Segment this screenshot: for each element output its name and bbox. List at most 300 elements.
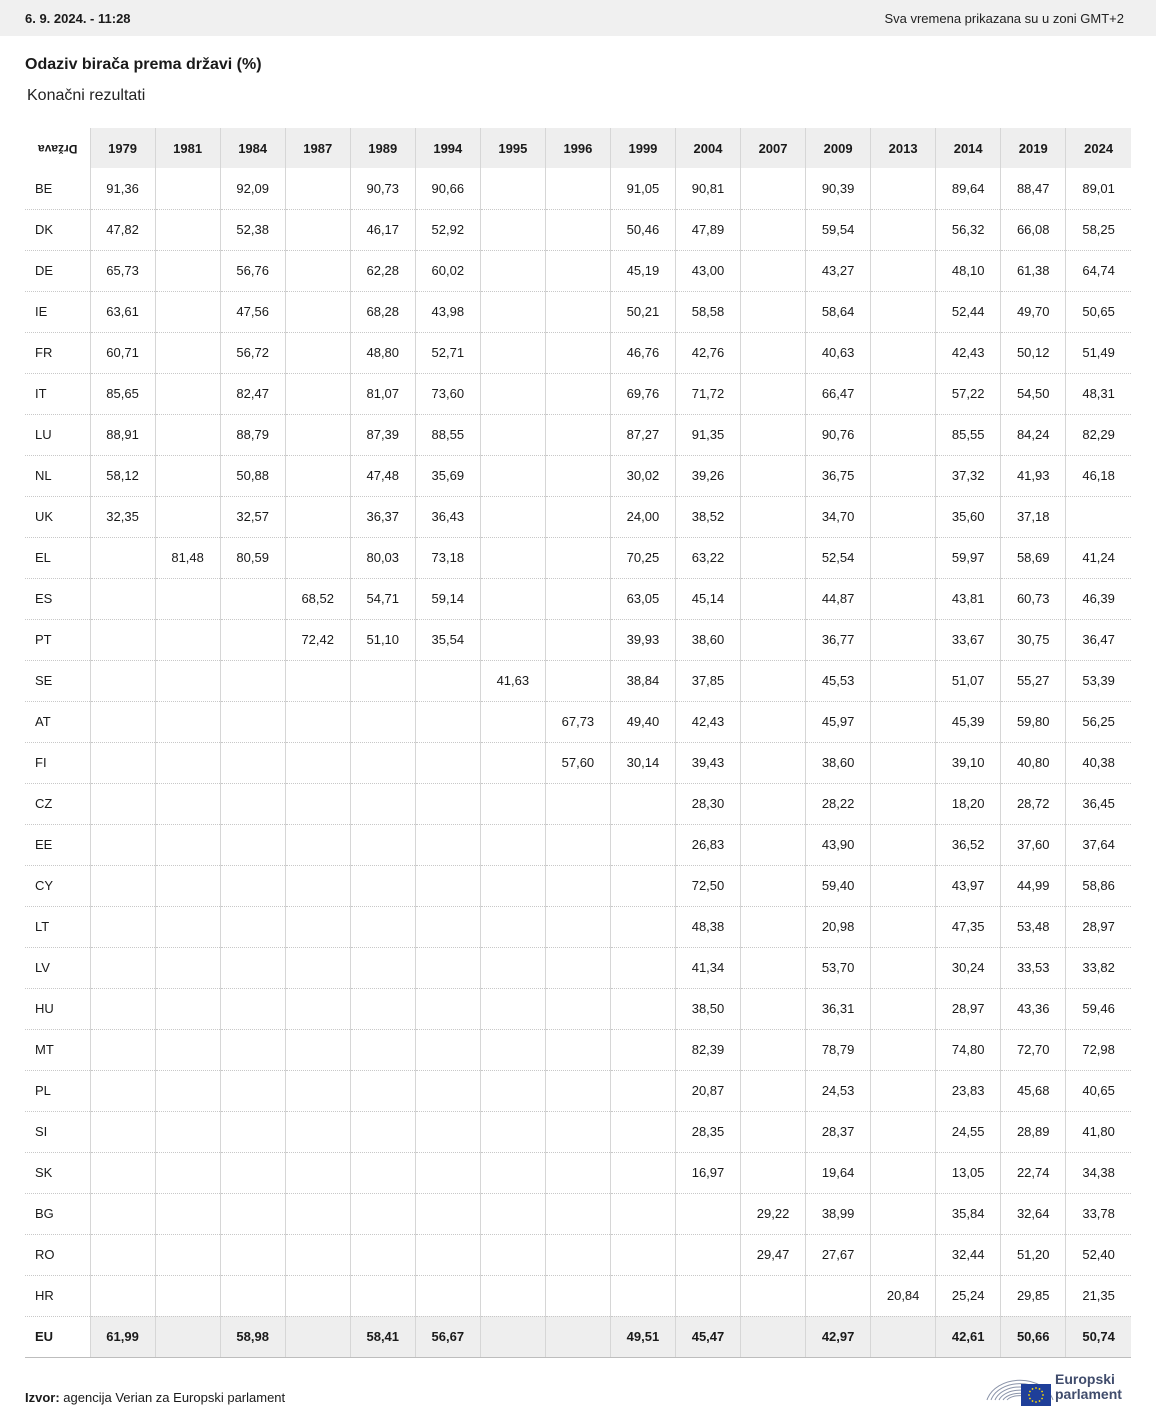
turnout-cell <box>610 1234 675 1275</box>
turnout-cell <box>155 373 220 414</box>
turnout-cell <box>90 619 155 660</box>
turnout-cell: 52,71 <box>415 332 480 373</box>
turnout-cell <box>480 209 545 250</box>
turnout-cell <box>155 1111 220 1152</box>
turnout-cell: 30,75 <box>1001 619 1066 660</box>
turnout-cell: 59,46 <box>1066 988 1131 1029</box>
turnout-cell: 89,64 <box>936 168 1001 209</box>
turnout-cell: 52,38 <box>220 209 285 250</box>
table-row-ee <box>25 824 1131 865</box>
turnout-cell: 78,79 <box>806 1029 871 1070</box>
turnout-cell <box>155 1152 220 1193</box>
turnout-cell <box>350 988 415 1029</box>
turnout-cell <box>545 291 610 332</box>
flag-star <box>1041 1391 1043 1393</box>
turnout-cell: 68,28 <box>350 291 415 332</box>
turnout-cell: 43,98 <box>415 291 480 332</box>
turnout-cell <box>90 947 155 988</box>
turnout-cell <box>350 865 415 906</box>
turnout-cell <box>1066 496 1131 537</box>
turnout-cell <box>155 1275 220 1316</box>
turnout-cell: 54,50 <box>1001 373 1066 414</box>
turnout-cell: 32,64 <box>1001 1193 1066 1234</box>
turnout-cell <box>741 332 806 373</box>
turnout-cell <box>871 783 936 824</box>
turnout-cell <box>415 1193 480 1234</box>
turnout-cell <box>155 578 220 619</box>
turnout-cell <box>155 1193 220 1234</box>
table-header-row <box>25 128 1131 168</box>
timezone-note: Sva vremena prikazana su u zoni GMT+2 <box>884 10 1124 26</box>
turnout-cell: 58,58 <box>675 291 740 332</box>
turnout-cell: 90,39 <box>806 168 871 209</box>
turnout-cell <box>90 660 155 701</box>
turnout-cell: 49,51 <box>610 1316 675 1357</box>
turnout-cell <box>545 496 610 537</box>
turnout-cell: 71,72 <box>675 373 740 414</box>
turnout-cell <box>90 578 155 619</box>
turnout-cell: 33,67 <box>936 619 1001 660</box>
turnout-cell: 40,65 <box>1066 1070 1131 1111</box>
turnout-cell: 91,05 <box>610 168 675 209</box>
year-header-1981: 1981 <box>155 128 220 168</box>
table-row-at <box>25 701 1131 742</box>
turnout-cell <box>480 414 545 455</box>
turnout-cell <box>675 1193 740 1234</box>
page-subtitle: Konačni rezultati <box>27 87 146 104</box>
turnout-cell: 26,83 <box>675 824 740 865</box>
country-column-header <box>25 128 90 168</box>
turnout-cell <box>155 496 220 537</box>
turnout-cell: 88,91 <box>90 414 155 455</box>
turnout-cell <box>90 1111 155 1152</box>
year-header-2004: 2004 <box>675 128 740 168</box>
turnout-cell: 32,57 <box>220 496 285 537</box>
turnout-cell <box>610 1070 675 1111</box>
turnout-cell <box>545 168 610 209</box>
turnout-cell <box>415 660 480 701</box>
turnout-table-container <box>25 128 1131 1358</box>
turnout-cell <box>741 1111 806 1152</box>
table-row-fr <box>25 332 1131 373</box>
turnout-cell: 56,67 <box>415 1316 480 1357</box>
turnout-cell <box>155 701 220 742</box>
turnout-cell: 33,78 <box>1066 1193 1131 1234</box>
turnout-cell: 39,93 <box>610 619 675 660</box>
turnout-cell <box>350 824 415 865</box>
country-cell: IT <box>25 373 90 414</box>
turnout-cell: 88,55 <box>415 414 480 455</box>
flag-star <box>1042 1394 1044 1396</box>
turnout-cell <box>545 537 610 578</box>
turnout-cell <box>741 537 806 578</box>
turnout-cell: 59,54 <box>806 209 871 250</box>
turnout-cell: 59,40 <box>806 865 871 906</box>
turnout-cell <box>545 209 610 250</box>
turnout-cell <box>220 1152 285 1193</box>
turnout-cell: 28,97 <box>1066 906 1131 947</box>
turnout-cell: 72,50 <box>675 865 740 906</box>
turnout-cell <box>610 783 675 824</box>
turnout-cell <box>415 824 480 865</box>
table-row-se <box>25 660 1131 701</box>
country-cell: LU <box>25 414 90 455</box>
turnout-cell <box>480 578 545 619</box>
turnout-cell <box>741 1070 806 1111</box>
country-cell: EE <box>25 824 90 865</box>
turnout-cell: 73,18 <box>415 537 480 578</box>
turnout-cell: 50,21 <box>610 291 675 332</box>
country-cell: RO <box>25 1234 90 1275</box>
turnout-cell <box>480 1234 545 1275</box>
turnout-cell <box>480 1316 545 1357</box>
turnout-cell: 62,28 <box>350 250 415 291</box>
turnout-cell: 36,31 <box>806 988 871 1029</box>
turnout-cell <box>350 1029 415 1070</box>
table-row-dk <box>25 209 1131 250</box>
turnout-cell: 47,35 <box>936 906 1001 947</box>
flag-star <box>1032 1388 1034 1390</box>
turnout-cell <box>871 414 936 455</box>
country-cell: HR <box>25 1275 90 1316</box>
turnout-cell <box>90 865 155 906</box>
country-cell: BE <box>25 168 90 209</box>
turnout-cell <box>741 1275 806 1316</box>
turnout-cell <box>155 742 220 783</box>
turnout-cell <box>155 1029 220 1070</box>
turnout-cell: 69,76 <box>610 373 675 414</box>
table-row-hr <box>25 1275 1131 1316</box>
turnout-cell: 58,86 <box>1066 865 1131 906</box>
turnout-cell: 36,52 <box>936 824 1001 865</box>
turnout-cell: 66,47 <box>806 373 871 414</box>
country-cell: ES <box>25 578 90 619</box>
turnout-cell: 29,85 <box>1001 1275 1066 1316</box>
turnout-cell <box>545 660 610 701</box>
turnout-cell <box>741 1316 806 1357</box>
year-header-1987: 1987 <box>285 128 350 168</box>
turnout-cell: 44,99 <box>1001 865 1066 906</box>
turnout-cell: 30,02 <box>610 455 675 496</box>
turnout-cell: 42,76 <box>675 332 740 373</box>
turnout-cell: 43,97 <box>936 865 1001 906</box>
turnout-cell <box>285 865 350 906</box>
turnout-cell <box>220 865 285 906</box>
turnout-cell: 52,44 <box>936 291 1001 332</box>
turnout-cell <box>871 168 936 209</box>
turnout-cell: 85,55 <box>936 414 1001 455</box>
turnout-cell: 90,76 <box>806 414 871 455</box>
turnout-cell <box>545 1193 610 1234</box>
turnout-cell: 35,84 <box>936 1193 1001 1234</box>
country-cell: IE <box>25 291 90 332</box>
turnout-cell <box>741 168 806 209</box>
turnout-cell <box>871 496 936 537</box>
country-cell: UK <box>25 496 90 537</box>
turnout-cell: 38,52 <box>675 496 740 537</box>
turnout-cell <box>220 988 285 1029</box>
flag-star <box>1035 1401 1037 1403</box>
turnout-cell <box>155 1316 220 1357</box>
turnout-cell <box>415 783 480 824</box>
turnout-cell: 45,39 <box>936 701 1001 742</box>
turnout-cell <box>871 250 936 291</box>
turnout-cell <box>545 455 610 496</box>
turnout-cell <box>871 373 936 414</box>
turnout-cell <box>415 947 480 988</box>
turnout-cell <box>415 1152 480 1193</box>
logo-line-2: parlament <box>1055 1386 1122 1402</box>
turnout-cell: 82,39 <box>675 1029 740 1070</box>
table-row-ro <box>25 1234 1131 1275</box>
turnout-cell <box>415 1234 480 1275</box>
turnout-cell <box>545 332 610 373</box>
turnout-cell: 52,92 <box>415 209 480 250</box>
turnout-cell: 58,25 <box>1066 209 1131 250</box>
turnout-cell <box>741 660 806 701</box>
turnout-cell: 52,54 <box>806 537 871 578</box>
turnout-cell: 50,88 <box>220 455 285 496</box>
turnout-cell: 82,47 <box>220 373 285 414</box>
turnout-cell: 45,19 <box>610 250 675 291</box>
turnout-cell <box>871 332 936 373</box>
turnout-cell: 55,27 <box>1001 660 1066 701</box>
turnout-cell <box>350 947 415 988</box>
turnout-cell: 87,39 <box>350 414 415 455</box>
turnout-cell: 61,99 <box>90 1316 155 1357</box>
turnout-cell: 50,12 <box>1001 332 1066 373</box>
turnout-cell: 46,39 <box>1066 578 1131 619</box>
country-cell: FR <box>25 332 90 373</box>
turnout-cell <box>350 906 415 947</box>
logo-line-1: Europski <box>1055 1371 1115 1387</box>
year-header-2009: 2009 <box>806 128 871 168</box>
table-row-nl <box>25 455 1131 496</box>
flag-star <box>1032 1400 1034 1402</box>
turnout-cell: 41,80 <box>1066 1111 1131 1152</box>
turnout-cell <box>90 988 155 1029</box>
turnout-cell <box>545 1275 610 1316</box>
turnout-cell: 37,60 <box>1001 824 1066 865</box>
turnout-cell <box>285 1111 350 1152</box>
turnout-cell <box>285 660 350 701</box>
turnout-cell <box>871 1316 936 1357</box>
turnout-cell: 91,35 <box>675 414 740 455</box>
turnout-cell <box>350 742 415 783</box>
turnout-cell <box>741 701 806 742</box>
turnout-cell <box>610 1152 675 1193</box>
table-row-pl <box>25 1070 1131 1111</box>
turnout-cell <box>545 1152 610 1193</box>
turnout-cell <box>871 619 936 660</box>
year-header-1995: 1995 <box>480 128 545 168</box>
turnout-cell <box>155 619 220 660</box>
turnout-cell: 28,37 <box>806 1111 871 1152</box>
turnout-cell: 80,59 <box>220 537 285 578</box>
turnout-cell <box>741 373 806 414</box>
turnout-cell: 43,90 <box>806 824 871 865</box>
turnout-cell: 28,97 <box>936 988 1001 1029</box>
turnout-cell <box>90 783 155 824</box>
turnout-cell <box>871 578 936 619</box>
turnout-cell <box>220 783 285 824</box>
turnout-cell <box>285 1029 350 1070</box>
turnout-cell <box>545 619 610 660</box>
turnout-cell <box>871 1070 936 1111</box>
turnout-cell <box>480 865 545 906</box>
turnout-cell <box>871 1111 936 1152</box>
turnout-cell <box>480 537 545 578</box>
turnout-cell <box>285 496 350 537</box>
turnout-cell <box>741 209 806 250</box>
turnout-cell <box>90 1029 155 1070</box>
turnout-cell: 70,25 <box>610 537 675 578</box>
turnout-cell <box>155 865 220 906</box>
turnout-cell: 32,44 <box>936 1234 1001 1275</box>
turnout-cell: 41,63 <box>480 660 545 701</box>
turnout-cell: 36,37 <box>350 496 415 537</box>
country-cell: EL <box>25 537 90 578</box>
turnout-cell: 47,56 <box>220 291 285 332</box>
turnout-cell <box>741 496 806 537</box>
turnout-cell: 48,38 <box>675 906 740 947</box>
turnout-cell: 24,53 <box>806 1070 871 1111</box>
table-row-fi <box>25 742 1131 783</box>
turnout-cell: 63,22 <box>675 537 740 578</box>
table-row-cz <box>25 783 1131 824</box>
turnout-cell: 72,70 <box>1001 1029 1066 1070</box>
turnout-cell <box>871 537 936 578</box>
turnout-cell <box>610 824 675 865</box>
turnout-cell <box>480 250 545 291</box>
turnout-cell <box>610 906 675 947</box>
turnout-cell: 37,18 <box>1001 496 1066 537</box>
turnout-cell: 40,80 <box>1001 742 1066 783</box>
turnout-cell <box>545 1029 610 1070</box>
turnout-cell <box>220 1234 285 1275</box>
turnout-cell <box>871 865 936 906</box>
turnout-cell <box>285 537 350 578</box>
turnout-cell: 87,27 <box>610 414 675 455</box>
table-row-pt <box>25 619 1131 660</box>
turnout-cell: 49,70 <box>1001 291 1066 332</box>
turnout-cell <box>155 332 220 373</box>
turnout-cell <box>545 906 610 947</box>
country-cell: EU <box>25 1316 90 1357</box>
turnout-cell <box>871 1234 936 1275</box>
turnout-cell <box>350 783 415 824</box>
turnout-cell: 47,82 <box>90 209 155 250</box>
page-title: Odaziv birača prema državi (%) <box>25 56 262 73</box>
turnout-cell <box>285 1275 350 1316</box>
turnout-cell <box>480 988 545 1029</box>
turnout-cell <box>741 455 806 496</box>
turnout-cell <box>285 701 350 742</box>
turnout-cell: 57,22 <box>936 373 1001 414</box>
turnout-cell <box>155 250 220 291</box>
turnout-cell <box>220 660 285 701</box>
turnout-cell <box>871 660 936 701</box>
turnout-cell: 39,10 <box>936 742 1001 783</box>
turnout-cell <box>90 701 155 742</box>
turnout-cell <box>480 619 545 660</box>
year-header-1984: 1984 <box>220 128 285 168</box>
table-row-lv <box>25 947 1131 988</box>
turnout-cell: 60,71 <box>90 332 155 373</box>
table-row-mt <box>25 1029 1131 1070</box>
turnout-cell <box>220 1029 285 1070</box>
source-note <box>25 1390 285 1405</box>
turnout-cell: 36,43 <box>415 496 480 537</box>
turnout-cell <box>741 988 806 1029</box>
flag-star <box>1029 1398 1031 1400</box>
turnout-cell: 48,31 <box>1066 373 1131 414</box>
turnout-cell: 58,98 <box>220 1316 285 1357</box>
turnout-cell <box>285 824 350 865</box>
turnout-cell <box>285 947 350 988</box>
turnout-cell: 38,60 <box>806 742 871 783</box>
turnout-cell: 21,35 <box>1066 1275 1131 1316</box>
turnout-cell <box>480 373 545 414</box>
turnout-cell: 89,01 <box>1066 168 1131 209</box>
turnout-cell <box>415 742 480 783</box>
turnout-cell: 40,38 <box>1066 742 1131 783</box>
source-text: agencija Verian za Europski parlament <box>63 1390 286 1405</box>
turnout-cell: 27,67 <box>806 1234 871 1275</box>
turnout-cell: 20,98 <box>806 906 871 947</box>
turnout-cell <box>285 1070 350 1111</box>
turnout-cell: 13,05 <box>936 1152 1001 1193</box>
turnout-cell <box>285 1193 350 1234</box>
turnout-cell: 59,97 <box>936 537 1001 578</box>
turnout-cell: 58,64 <box>806 291 871 332</box>
turnout-cell <box>545 947 610 988</box>
table-row-el <box>25 537 1131 578</box>
turnout-cell <box>415 1111 480 1152</box>
turnout-cell <box>90 906 155 947</box>
turnout-cell: 37,32 <box>936 455 1001 496</box>
turnout-cell <box>545 824 610 865</box>
turnout-cell <box>480 1029 545 1070</box>
turnout-cell: 53,39 <box>1066 660 1131 701</box>
turnout-cell: 48,10 <box>936 250 1001 291</box>
country-cell: LV <box>25 947 90 988</box>
turnout-cell: 61,38 <box>1001 250 1066 291</box>
turnout-cell: 30,14 <box>610 742 675 783</box>
turnout-cell: 38,50 <box>675 988 740 1029</box>
turnout-cell <box>675 1275 740 1316</box>
turnout-cell <box>350 701 415 742</box>
turnout-cell <box>545 1070 610 1111</box>
turnout-cell <box>90 1275 155 1316</box>
turnout-cell: 52,40 <box>1066 1234 1131 1275</box>
turnout-cell: 42,61 <box>936 1316 1001 1357</box>
country-cell: CY <box>25 865 90 906</box>
turnout-cell <box>871 455 936 496</box>
turnout-cell <box>155 291 220 332</box>
turnout-cell: 59,80 <box>1001 701 1066 742</box>
turnout-cell <box>155 824 220 865</box>
year-header-2013: 2013 <box>871 128 936 168</box>
turnout-cell: 43,00 <box>675 250 740 291</box>
turnout-cell <box>350 1111 415 1152</box>
turnout-cell: 43,27 <box>806 250 871 291</box>
turnout-cell <box>350 1275 415 1316</box>
turnout-cell <box>806 1275 871 1316</box>
turnout-cell <box>220 1070 285 1111</box>
turnout-cell <box>480 455 545 496</box>
turnout-cell: 44,87 <box>806 578 871 619</box>
